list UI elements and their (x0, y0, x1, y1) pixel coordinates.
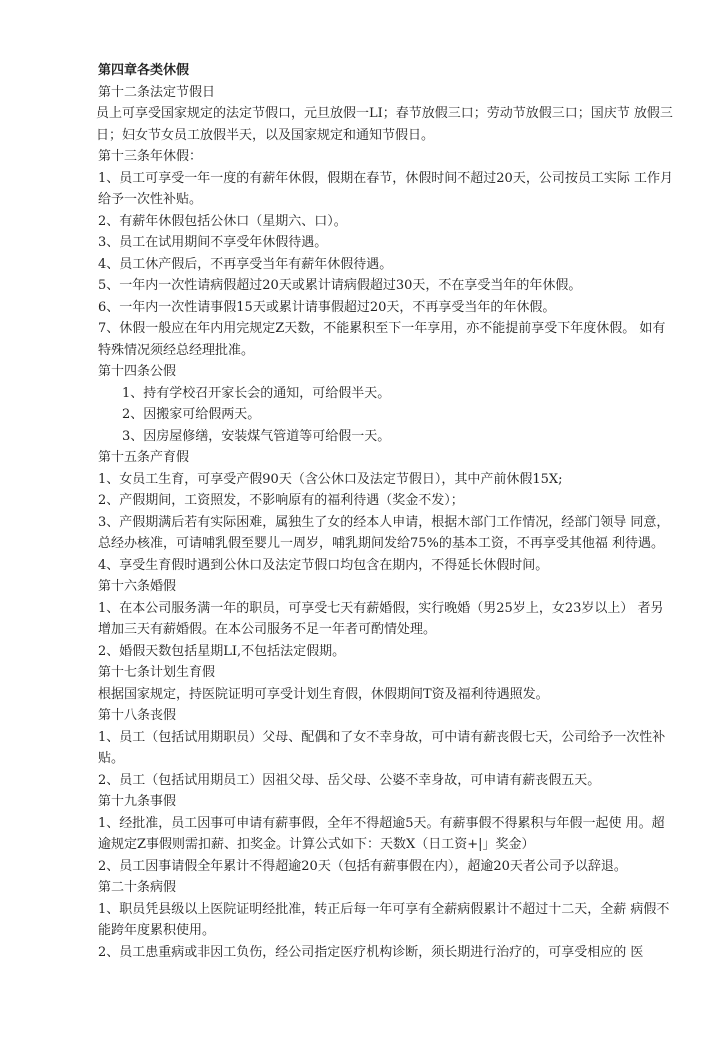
article-14-title: 第十四条公假 (98, 364, 177, 379)
article-18-para-2: 2、员工（包括试用期员工）因祖父母、岳父母、公婆不幸身故，可申请有薪丧假五天。 (98, 772, 601, 788)
article-14-para-2: 2、因搬家可给假两天。 (122, 407, 261, 422)
article-16-para-1: 1、在本公司服务满一年的职员，可享受七天有薪婚假，实行晚婚（男25岁上，女23岁以上） 者另增加三天有薪婚假。在本公司服务不足一年者可酌情处理。 (98, 600, 664, 637)
article-13-para-2: 2、有薪年休假包括公休口（星期六、口）。 (98, 213, 347, 229)
article-13-title: 第十三条年休假： (98, 149, 203, 164)
article-18-title: 第十八条丧假 (98, 708, 177, 723)
article-19-para-1: 1、经批准，员工因事可申请有薪事假，全年不得超逾5天。有薪事假不得累积与年假一起使 用。超逾规定Z事假则需扣薪、扣奖金。计算公式如下：天数X（日工资+|」奖金） (98, 815, 665, 852)
article-17-para-1: 根据国家规定，持医院证明可享受计划生育假，休假期间T资及福利待遇照发。 (98, 686, 549, 702)
article-14-para-3: 3、因房屋修缮，安装煤气管道等可给假一天。 (122, 428, 391, 444)
chapter-title: 第四章各类休假 (98, 63, 190, 78)
article-13-para-1: 1、员工可享受一年一度的有薪年休假，假期在春节，休假时间不超过20天，公司按员工实际 工作月给予一次性补贴。 (98, 170, 673, 207)
article-13-para-4: 4、员工休产假后，不再享受当年有薪年休假待遇。 (98, 256, 393, 272)
article-19-title: 第十九条事假 (98, 794, 177, 809)
article-18-para-1: 1、员工（包括试用期职员）父母、配偶和了女不幸身故，可中请有薪丧假七天，公司给予一次性补贴。 (98, 729, 666, 766)
article-13-para-5: 5、一年内一次性请病假超过20天或累计请病假超过30天，不在享受当年的年休假。 (98, 278, 582, 293)
article-13-para-7: 7、休假一般应在年内用完规定Z天数，不能累积至下一年享用，亦不能提前享受下年度休假。 如有特殊情况须经总经理批准。 (98, 321, 666, 358)
article-16-para-2: 2、婚假天数包括星期LI,不包括法定假期。 (98, 643, 346, 659)
article-15-para-4: 4、享受生育假时遇到公休口及法定节假口均包含在期内，不得延长休假时间。 (98, 557, 549, 573)
article-19-para-2: 2、员工因事请假全年累计不得超逾20天（包括有薪事假在内），超逾20天者公司予以辞退。 (98, 858, 627, 874)
article-15-para-3: 3、产假期满后若有实际困难，属独生了女的经本人申请，根据木部门工作情况，经部门领导 同意，总经办核准，可请哺乳假至婴儿一周岁，哺乳期间发给75%的基本工资，不再享受其他福 利待遇。 (98, 514, 670, 551)
document-body (98, 60, 673, 963)
article-14-para-1: 1、持有学校召开家长会的通知，可给假半天。 (122, 385, 391, 401)
article-20-para-2: 2、员工患重病或非因工负伤，经公司指定医疗机构诊断，须长期进行治疗的，可享受相应的 医 (98, 944, 644, 960)
article-17-title: 第十七条计划生育假 (98, 665, 216, 680)
article-13-para-6: 6、一年内一次性请事假15天或累计请事假超过20天，不再享受当年的年休假。 (98, 299, 556, 315)
article-16-title: 第十六条婚假 (98, 579, 177, 594)
article-15-para-1: 1、女员工生育，可享受产假90天（含公休口及法定节假日），其中产前休假15X; (98, 471, 563, 487)
article-15-title: 第十五条产育假 (98, 450, 190, 465)
article-12-title: 第十二条法定节假日 (98, 84, 216, 100)
article-13-para-3: 3、员工在试用期间不享受年休假待遇。 (98, 235, 328, 250)
article-15-para-2: 2、产假期间，工资照发，不影响原有的福利待遇（奖金不发）； (98, 493, 464, 508)
article-20-title: 第二十条病假 (98, 880, 177, 895)
article-20-para-1: 1、职员凭县级以上医院证明经批准，转正后每一年可享有全薪病假累计不超过十二天，全薪 病假不能跨年度累积使用。 (98, 901, 670, 938)
article-12-para-1: 员上可享受国家规定的法定节假口，元旦放假一LI；春节放假三口；劳动节放假三口；国庆节 放假三日；妇女节女员工放假半天，以及国家规定和通知节假日。 (96, 106, 673, 143)
